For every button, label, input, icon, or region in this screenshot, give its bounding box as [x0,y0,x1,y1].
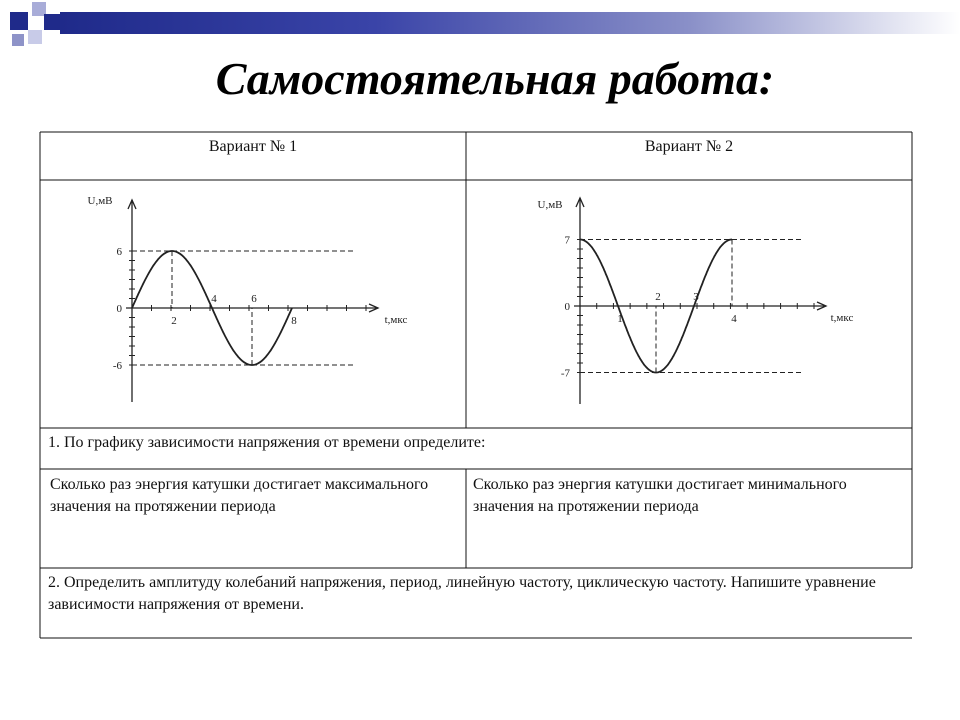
y-tick-label: 0 [116,303,122,315]
x-tick-label: 3 [693,291,699,303]
variant2-question: Сколько раз энергия катушки достигает минимального значения на протяжении периода [473,476,847,515]
task1-text: 1. По графику зависимости напряжения от времени определите: [48,434,486,451]
x-tick-label: 8 [291,315,297,327]
y-tick-label: 0 [564,301,570,313]
variant1-header: Вариант № 1 [208,138,298,155]
variant2-chart [520,190,880,420]
variant1-question: Сколько раз энергия катушки достигает максимального значения на протяжении периода [50,476,429,515]
y-tick-label: -7 [560,367,570,380]
x-tick-label: 4 [731,313,737,325]
task2-text: 2. Определить амплитуду колебаний напряжения, период, линейную частоту, циклическую частоту. Напишите уравнение зависимости напряжения от времени. [48,574,876,613]
y-tick-label: 7 [564,234,570,247]
x-tick-label: 4 [211,293,217,305]
y-tick-label: -6 [112,360,122,372]
x-tick-label: 1 [617,313,623,325]
x-tick-label: 6 [251,293,257,305]
x-axis-label: t,мкс [830,312,854,324]
page-title: Самостоятельная работа: [215,53,775,104]
y-axis-label: U,мВ [537,199,563,211]
variant1-chart [60,190,450,420]
y-axis-label: U,мВ [87,195,113,207]
y-tick-label: 6 [116,246,122,258]
x-tick-label: 2 [655,291,661,303]
variant2-header: Вариант № 2 [644,138,734,155]
x-axis-label: t,мкс [384,314,408,326]
x-tick-label: 2 [171,315,177,327]
